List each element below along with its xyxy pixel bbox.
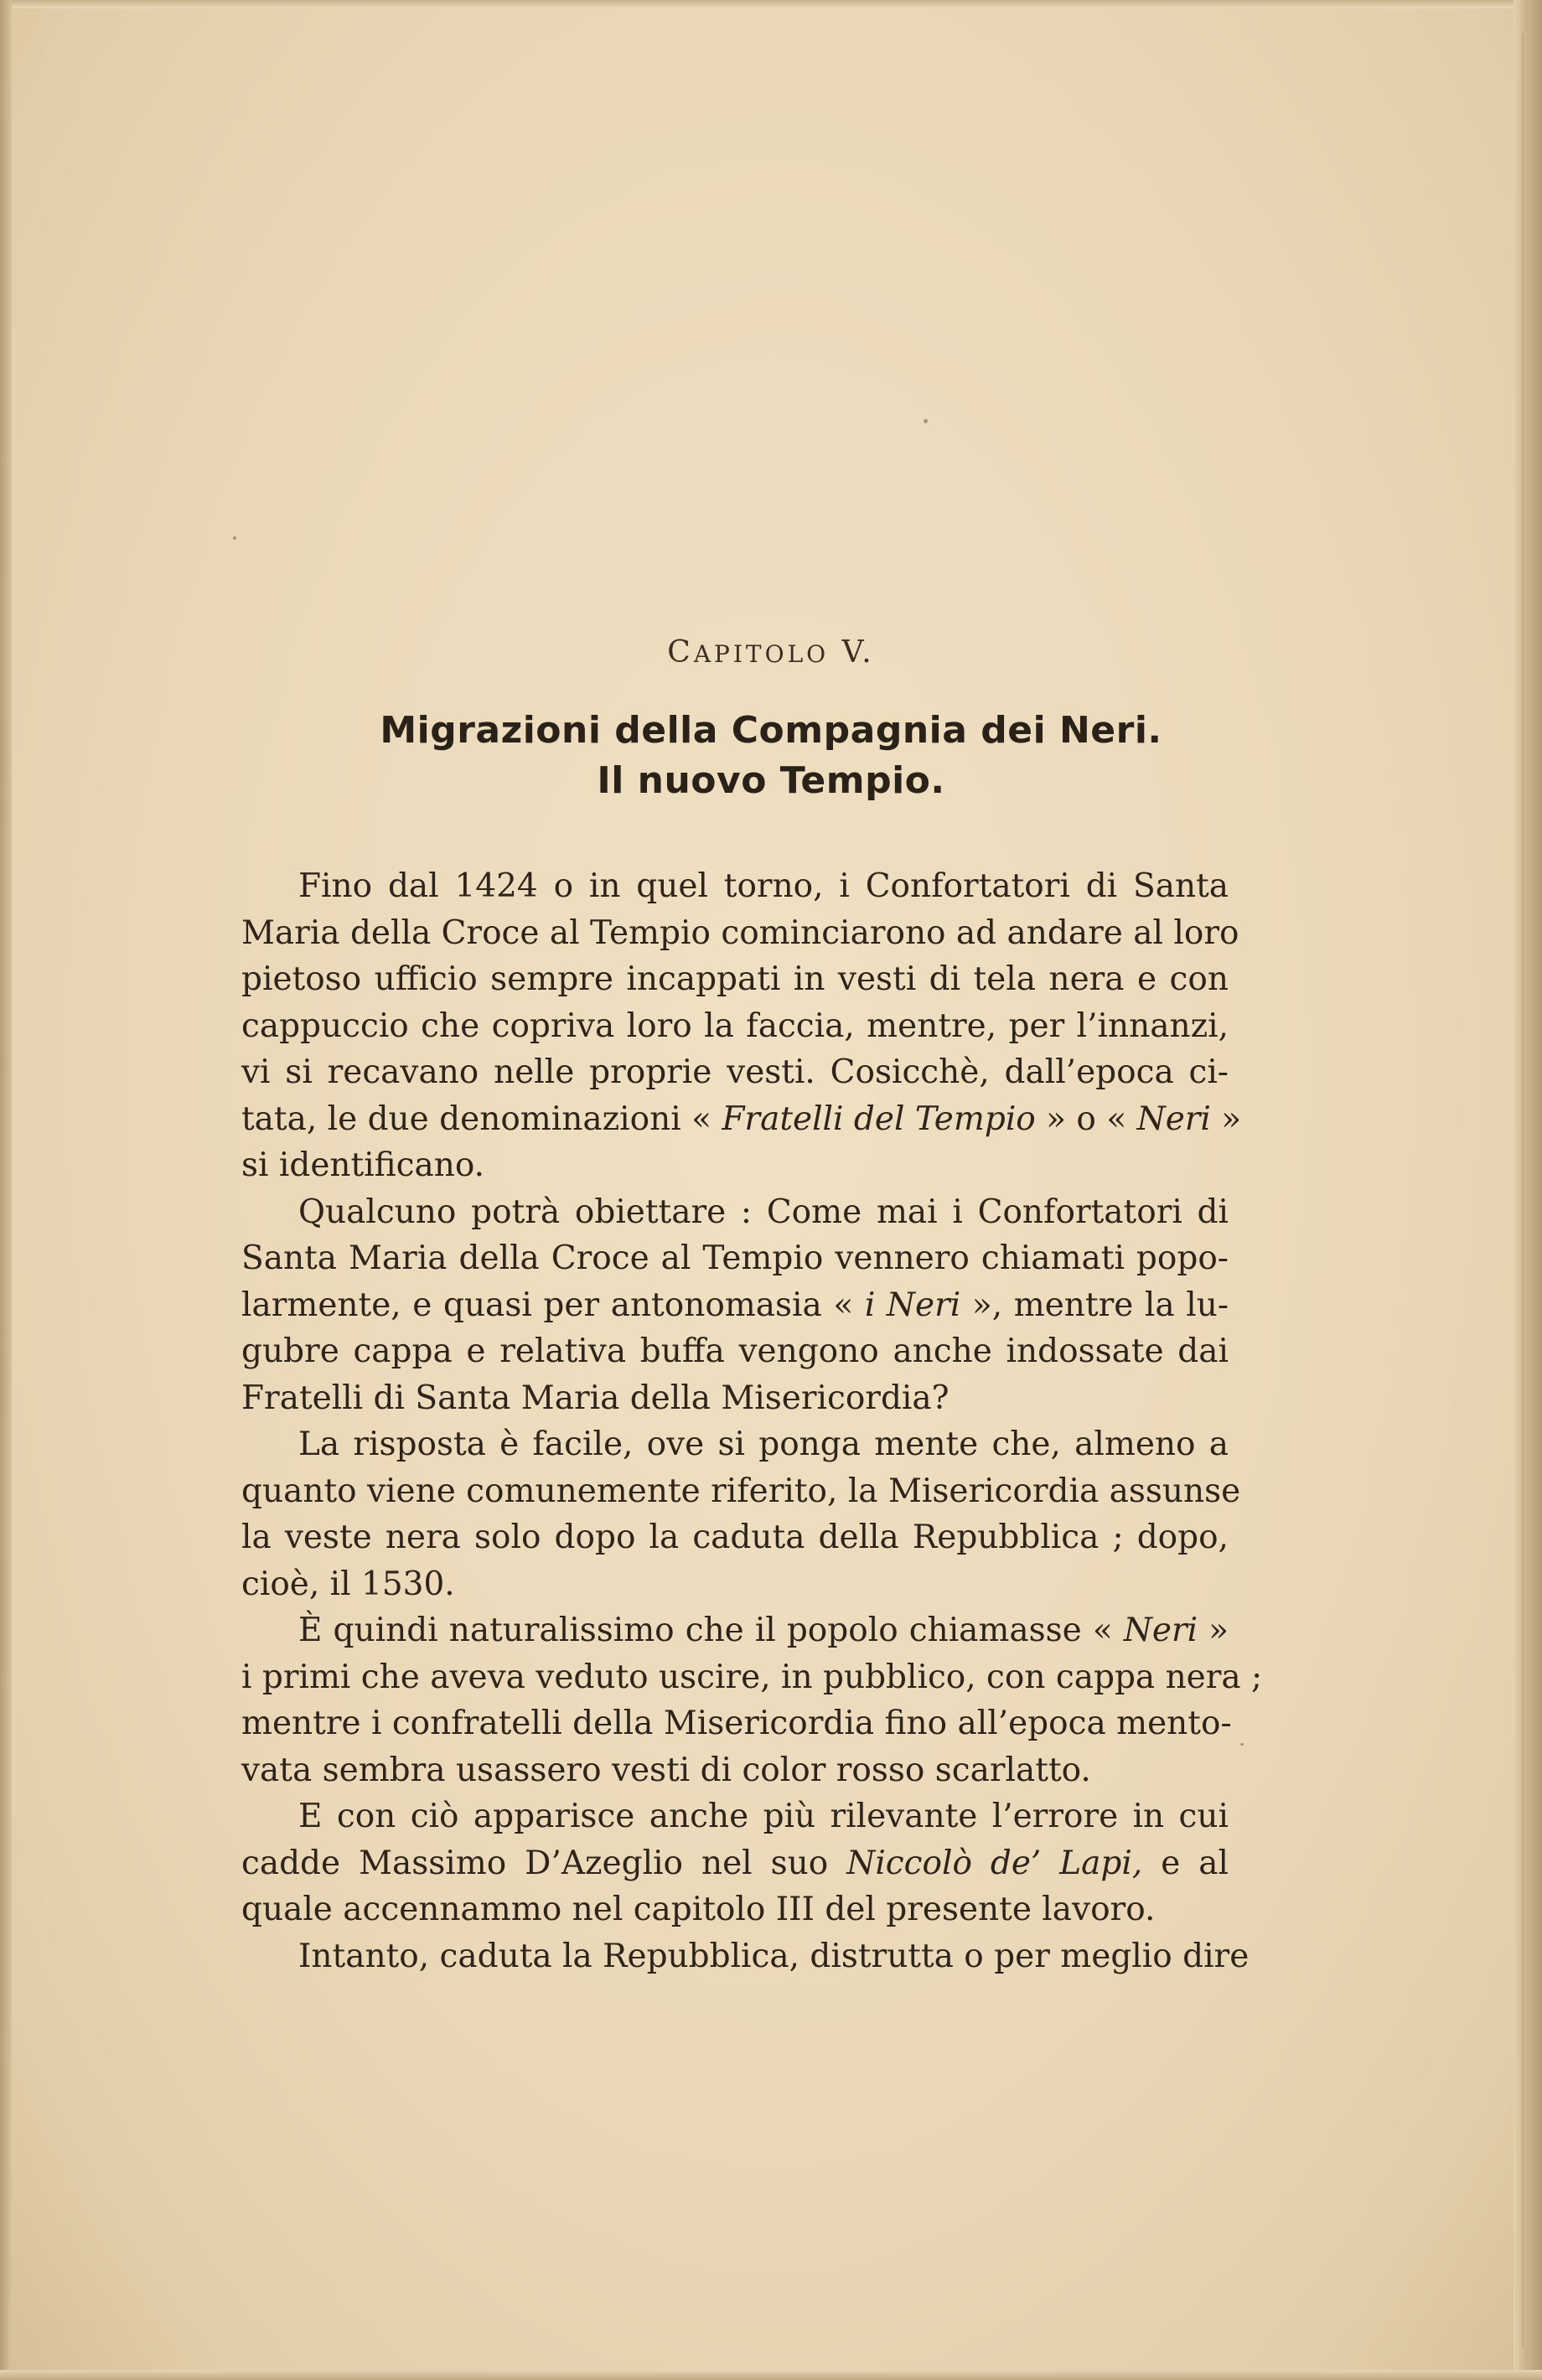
text-line: la veste nera solo dopo la caduta della Repubblica ; dopo, (241, 1519, 1229, 1556)
text-line: Fino dal 1424 o in quel torno, i Confortatori di Santa (298, 867, 1229, 905)
italic-phrase: i Neri (864, 1286, 961, 1324)
text-line: quale accennammo nel capitolo III del presente lavoro. (241, 1891, 1156, 1928)
paragraph-6 (241, 1933, 1250, 1980)
text-line: Intanto, caduta la Repubblica, distrutta o per meglio dire (298, 1937, 1250, 1975)
italic-phrase: Neri (1123, 1612, 1198, 1649)
paragraph-2 (241, 1189, 1229, 1422)
page-bottom-edge (0, 2370, 1542, 2380)
italic-phrase: Fratelli del Tempio (722, 1099, 1036, 1138)
text-line: cadde Massimo D’Azeglio nel suo Niccolò de’ Lapi, e al (241, 1844, 1229, 1882)
text-line: pietoso ufficio sempre incappati in vesti di tela nera e con (241, 960, 1229, 998)
text-line: Santa Maria della Croce al Tempio vennero chiamati popo- (241, 1239, 1229, 1277)
text-line: tata, le due denominazioni « Fratelli del Tempio » o « Neri » (241, 1099, 1242, 1138)
text-line: vata sembra usassero vesti di color rosso scarlatto. (241, 1751, 1091, 1789)
paragraph-5 (241, 1793, 1229, 1933)
paragraph-1 (241, 863, 1242, 1189)
chapter-label-rest: APITOLO (693, 640, 830, 668)
page-right-edge (1514, 0, 1542, 2380)
chapter-label-initial: C (667, 635, 694, 670)
body-text (241, 863, 1263, 1979)
page-edge-line (1522, 34, 1524, 2346)
text-line: vi si recavano nelle proprie vesti. Cosicchè, dall’epoca ci- (241, 1053, 1229, 1091)
text-line: È quindi naturalissimo che il popolo chiamasse « Neri » (298, 1612, 1229, 1649)
text-line: mentre i confratelli della Misericordia fino all’epoca mento- (241, 1705, 1232, 1742)
text-line: Qualcuno potrà obiettare : Come mai i Confortatori di (298, 1193, 1229, 1231)
text-line: quanto viene comunemente riferito, la Misericordia assunse (241, 1472, 1241, 1510)
text-line: gubre cappa e relativa buffa vengono anche indossate dai (241, 1332, 1229, 1370)
paragraph-3 (241, 1421, 1241, 1607)
italic-phrase: Niccolò de’ Lapi, (846, 1844, 1143, 1882)
paper-speck (1240, 1743, 1244, 1746)
text-line: E con ciò apparisce anche più rilevante l’errore in cui (298, 1798, 1229, 1835)
text-line: Fratelli di Santa Maria della Misericordia? (241, 1379, 950, 1417)
text-line: i primi che aveva veduto uscire, in pubblico, con cappa nera ; (241, 1658, 1263, 1696)
text-line: si identificano. (241, 1146, 485, 1184)
paper-speck (233, 536, 236, 540)
paragraph-4 (241, 1607, 1263, 1793)
page-left-edge (0, 0, 12, 2380)
text-line: Maria della Croce al Tempio cominciarono ad andare al loro (241, 913, 1239, 952)
text-line: larmente, e quasi per antonomasia « i Neri », mentre la lu- (241, 1286, 1229, 1324)
text-line: La risposta è facile, ove si ponga mente che, almeno a (298, 1425, 1229, 1463)
text-line: cioè, il 1530. (241, 1565, 455, 1603)
paper-speck (924, 419, 928, 423)
chapter-title-line-2: Il nuovo Tempio. (597, 759, 945, 802)
page-top-edge (0, 0, 1542, 8)
chapter-heading (0, 635, 1542, 670)
italic-phrase: Neri (1136, 1099, 1211, 1138)
text-line: cappuccio che copriva loro la faccia, mentre, per l’innanzi, (241, 1006, 1229, 1045)
chapter-numeral: V. (841, 635, 875, 670)
chapter-title-line-1: Migrazioni della Compagnia dei Neri. (380, 709, 1162, 752)
